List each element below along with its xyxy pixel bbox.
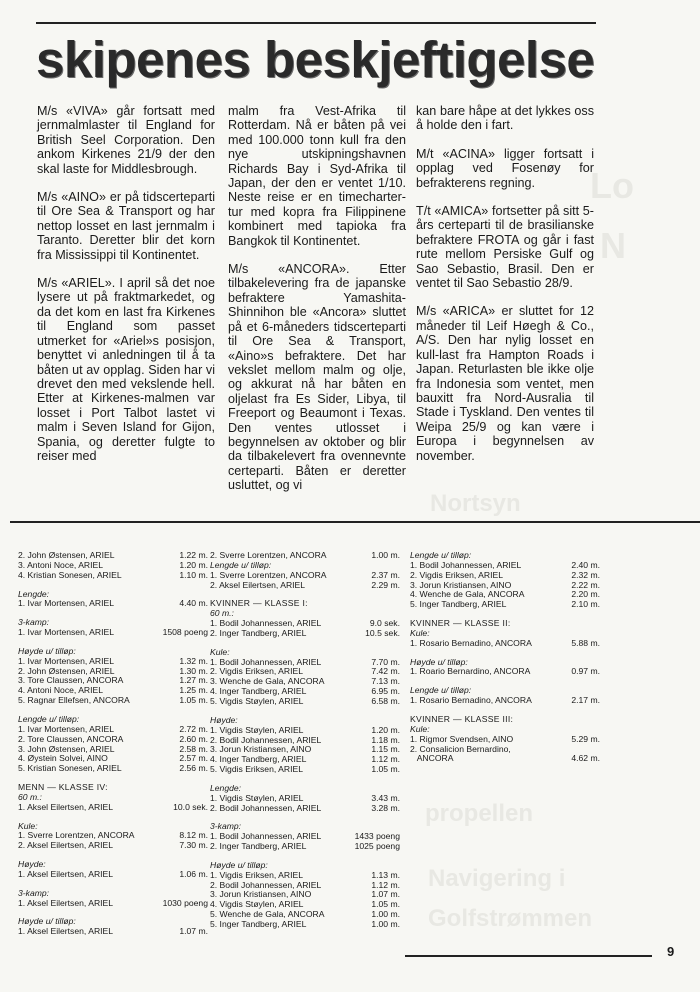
result-name: 3. Tore Claussen, ANCORA — [18, 675, 124, 686]
result-row — [18, 764, 208, 774]
event-heading: Høyde u/ tilløp: — [210, 859, 268, 870]
result-value: 6.58 m. — [371, 695, 400, 706]
page-headline: skipenes beskjeftigelse — [36, 31, 595, 88]
result-name: 2. John Østensen, ARIEL — [18, 550, 115, 560]
result-row — [18, 599, 208, 609]
result-value: 9.0 sek. — [369, 618, 400, 629]
event-heading: Høyde u/ tilløp: — [18, 916, 76, 927]
result-row — [410, 754, 600, 764]
result-value: 2.32 m. — [571, 569, 600, 580]
result-name: 2. Consalicion Bernardino, — [410, 743, 511, 754]
result-value: 1.20 m. — [371, 724, 400, 735]
top-rule — [36, 22, 596, 24]
result-name: 4. Vigdis Støylen, ARIEL — [210, 899, 304, 910]
result-value: 2.58 m. — [179, 743, 208, 754]
result-name: 4. Wenche de Gala, ANCORA — [410, 589, 525, 600]
result-name: 1. Vigdis Støylen, ARIEL — [210, 792, 304, 803]
result-value: 2.22 m. — [571, 579, 600, 590]
result-value: 10.0 sek. — [173, 801, 208, 812]
class-heading: MENN — KLASSE IV: — [18, 782, 108, 793]
result-name: 2. Vigdis Eriksen, ARIEL — [210, 666, 303, 677]
bleed-text-1: Lo — [590, 165, 634, 206]
result-name: 5. Ragnar Ellefsen, ANCORA — [18, 695, 130, 706]
result-row — [210, 842, 400, 852]
result-value: 1433 poeng — [354, 831, 400, 842]
result-value: 1.00 m. — [371, 550, 400, 560]
result-row — [210, 697, 400, 707]
result-name: 2. Inger Tandberg, ARIEL — [210, 841, 307, 852]
result-row — [210, 765, 400, 775]
result-name: 3. Wenche de Gala, ANCORA — [210, 676, 325, 687]
result-value: 1025 poeng — [354, 841, 400, 852]
result-name: 1. Ivar Mortensen, ARIEL — [18, 723, 115, 734]
result-name: 1. Ivar Mortensen, ARIEL — [18, 655, 115, 666]
result-value: 2.29 m. — [371, 579, 400, 590]
result-value: 1.12 m. — [371, 879, 400, 890]
result-row — [18, 870, 208, 880]
result-value: 2.17 m. — [571, 695, 600, 706]
result-name: 1. Ivar Mortensen, ARIEL — [18, 627, 115, 638]
result-name: 5. Inger Tandberg, ARIEL — [410, 599, 507, 610]
article-column-2 — [228, 104, 406, 507]
result-name: 2. Aksel Eilertsen, ARIEL — [18, 840, 114, 851]
result-name: 2. Inger Tandberg, ARIEL — [210, 627, 307, 638]
result-name: 2. Bodil Johannessen, ARIEL — [210, 802, 322, 813]
result-value: 5.88 m. — [571, 637, 600, 648]
article-paragraph: M/s «VIVA» går fortsatt med jernmalmlaster til England for British Seel Corporation. Den ankom Kirkenes 21/9 der den skal laste for Middlesbrough. — [37, 104, 215, 176]
result-name: 3. John Østensen, ARIEL — [18, 743, 115, 754]
result-value: 1.07 m. — [179, 926, 208, 937]
result-value: 1.10 m. — [179, 569, 208, 580]
result-value: 1.32 m. — [179, 655, 208, 666]
result-value: 2.57 m. — [179, 753, 208, 764]
result-name: 1. Ivar Mortensen, ARIEL — [18, 598, 115, 609]
result-row — [410, 600, 600, 610]
result-name: 4. Inger Tandberg, ARIEL — [210, 754, 307, 765]
results-spacer — [210, 639, 400, 648]
result-name: 3. Jorun Kristiansen, AINO — [410, 579, 512, 590]
result-name: 4. Kristian Sonesen, ARIEL — [18, 569, 122, 580]
result-row — [410, 696, 600, 706]
result-row — [18, 628, 208, 638]
article-column-3 — [416, 104, 594, 477]
result-value: 2.72 m. — [179, 723, 208, 734]
results-spacer — [18, 851, 208, 860]
result-value: 3.28 m. — [371, 802, 400, 813]
results-column-3 — [410, 551, 600, 764]
result-value: 7.42 m. — [371, 666, 400, 677]
event-heading: Lengde u/ tilløp: — [410, 550, 472, 560]
result-name: 2. Tore Claussen, ANCORA — [18, 733, 124, 744]
result-value: 10.5 sek. — [365, 627, 400, 638]
article-paragraph: malm fra Vest-Afrika til Rotterdam. Nå er båten på vei med 100.000 tonn kull fra den nye utskipningshavnen Richards Bay i Syd-Afrika til Japan, der den er ventet 1/10. Neste reise er en timecharter-tur med kopra fra Filippinene kombinert med tapioka fra Bangkok til Kontinentet. — [228, 104, 406, 248]
results-spacer — [210, 707, 400, 716]
article-paragraph: T/t «AMICA» fortsetter på sitt 5-års certeparti til de brasilianske befraktere FROTA og går i fast rute mellom Persiske Gulf og Sao Sebastio, Brasil. Den er ventet til Sao Sebastio 28/9. — [416, 204, 594, 291]
result-name: 4. Inger Tandberg, ARIEL — [210, 686, 307, 697]
result-name: 5. Vigdis Støylen, ARIEL — [210, 695, 304, 706]
result-name: 2. Bodil Johannessen, ARIEL — [210, 879, 322, 890]
result-name: 1. Aksel Eilertsen, ARIEL — [18, 868, 114, 879]
article-paragraph: M/s «ARIEL». I april så det noe lysere ut på fraktmarkedet, og da det kom en last fra Kirkenes til England som passet utmerket for «Ariel»s posisjon, benyttet vi anledningen til å ta båten ut av opplag. Siden har vi drevet den med vekslende hell. Etter at Kirkenes-malmen var losset i Port Talbot lastet vi malm i Seven Island for Gijon, Spania, og deretter fulgte to reiser med — [37, 276, 215, 463]
result-value: 4.40 m. — [179, 598, 208, 609]
result-value: 1508 poeng — [162, 627, 208, 638]
bleed-text-3: Nortsyn — [430, 490, 521, 517]
result-value: 4.62 m. — [571, 753, 600, 764]
result-name: 2. John Østensen, ARIEL — [18, 665, 115, 676]
result-name: 1. Aksel Eilertsen, ARIEL — [18, 926, 114, 937]
result-value: 1.05 m. — [371, 764, 400, 775]
result-value: 1.00 m. — [371, 909, 400, 920]
class-heading: KVINNER — KLASSE II: — [410, 618, 511, 629]
result-name: 2. Bodil Johannessen, ARIEL — [210, 734, 322, 745]
result-value: 1.05 m. — [179, 695, 208, 706]
result-name: 3. Antoni Noce, ARIEL — [18, 559, 104, 570]
results-column-1 — [18, 551, 208, 937]
result-value: 3.43 m. — [371, 792, 400, 803]
result-value: 1.22 m. — [179, 550, 208, 560]
result-name: 3. Jorun Kristiansen, AINO — [210, 889, 312, 900]
event-heading: 60 m.: — [210, 608, 234, 619]
result-value: 1.00 m. — [371, 919, 400, 929]
result-value: 1.25 m. — [179, 685, 208, 696]
result-value: 1.27 m. — [179, 675, 208, 686]
results-spacer — [18, 813, 208, 822]
result-value: 1.30 m. — [179, 665, 208, 676]
result-row — [18, 899, 208, 909]
result-value: 5.29 m. — [571, 733, 600, 744]
result-value: 0.97 m. — [571, 666, 600, 677]
event-heading: Kule: — [210, 646, 230, 657]
result-value: 2.56 m. — [179, 763, 208, 774]
result-value: 1.20 m. — [179, 559, 208, 570]
results-column-2 — [210, 551, 400, 930]
result-name: 1. Sverre Lorentzen, ANCORA — [210, 569, 327, 580]
result-name: 5. Vigdis Eriksen, ARIEL — [210, 764, 303, 775]
event-heading: Høyde u/ tilløp: — [410, 656, 468, 667]
result-row — [210, 629, 400, 639]
result-value: 6.95 m. — [371, 686, 400, 697]
result-value: 1.13 m. — [371, 869, 400, 880]
page-number: 9 — [667, 944, 675, 959]
event-heading: Kule: — [410, 627, 430, 638]
event-heading: Høyde: — [210, 714, 238, 725]
class-heading: KVINNER — KLASSE III: — [410, 713, 514, 724]
result-value: 1.07 m. — [371, 889, 400, 900]
bleed-text-2: N — [600, 225, 626, 266]
result-value: 1.05 m. — [371, 899, 400, 910]
article-paragraph: M/s «ANCORA». Etter tilbakelevering fra de japanske befraktere Yamashita-Shinnihon ble «Ancora» sluttet på et 6-måneders tidscerteparti til Ore Sea & Transport, «Aino»s befraktere. Det har vekslet mellom malm og olje, og akkurat nå har båten en oljelast fra Es Sider, Libya, til Freeport og Beaumont i Texas. Den ventes utlosset i begynnelsen av oktober og blir da tilbakelevert fra ovennevnte certeparti. Båten er deretter usluttet, og vi — [228, 262, 406, 493]
result-name: 2. Aksel Eilertsen, ARIEL — [210, 579, 306, 590]
result-row — [18, 927, 208, 937]
result-value: 1030 poeng — [162, 897, 208, 908]
article-column-1 — [37, 104, 215, 477]
result-value: 1.15 m. — [371, 744, 400, 755]
result-name: 1. Rigmor Svendsen, AINO — [410, 733, 514, 744]
result-row — [210, 804, 400, 814]
result-row — [18, 841, 208, 851]
event-heading: 3-kamp: — [210, 821, 242, 832]
article-paragraph: M/t «ACINA» ligger fortsatt i opplag ved Fosenøy for befrakterens regning. — [416, 146, 594, 190]
result-name: 1. Bodil Johannessen, ARIEL — [210, 831, 322, 842]
event-heading: Lengde u/ tilløp: — [410, 685, 472, 696]
result-name: 1. Vigdis Eriksen, ARIEL — [210, 869, 303, 880]
result-value: 1.06 m. — [179, 868, 208, 879]
result-value: 1.18 m. — [371, 734, 400, 745]
result-value: 2.40 m. — [571, 559, 600, 570]
result-value: 7.70 m. — [371, 656, 400, 667]
result-row — [18, 571, 208, 581]
event-heading: Lengde u/ tilløp: — [210, 559, 272, 570]
event-heading: Kule: — [18, 820, 38, 831]
event-heading: Lengde: — [18, 588, 50, 599]
result-row — [18, 696, 208, 706]
result-name: 5. Inger Tandberg, ARIEL — [210, 919, 307, 929]
article-paragraph: M/s «ARICA» er sluttet for 12 måneder til Leif Høegh & Co., A/S. Den har nylig losset en kull-last fra Hampton Roads i Japan. Returlasten ble ikke olje fra Indonesia som ventet, men bauxitt fra Nord-Ausralia til Stade i Tyskland. Den ventes til Weipa 25/9 og kan være i Europa i begynnelsen av november. — [416, 304, 594, 463]
result-name: 1. Bodil Johannessen, ARIEL — [210, 618, 322, 629]
bottom-rule — [405, 955, 652, 957]
result-value: 7.13 m. — [371, 676, 400, 687]
event-heading: 60 m.: — [18, 791, 42, 802]
result-name: ANCORA — [410, 753, 454, 764]
event-heading: Lengde u/ tilløp: — [18, 713, 80, 724]
bleed-text-4: propellen — [425, 800, 534, 827]
result-value: 2.37 m. — [371, 569, 400, 580]
result-name: 1. Bodil Johannessen, ARIEL — [210, 656, 322, 667]
result-name: 1. Vigdis Støylen, ARIEL — [210, 724, 304, 735]
result-name: 5. Kristian Sonesen, ARIEL — [18, 763, 122, 774]
bleed-text-6: Golfstrømmen — [428, 905, 593, 932]
result-name: 2. Vigdis Eriksen, ARIEL — [410, 569, 503, 580]
event-heading: Lengde: — [210, 782, 242, 793]
event-heading: Høyde: — [18, 859, 46, 870]
bleed-text-5: Navigering i — [428, 865, 566, 892]
result-name: 1. Aksel Eilertsen, ARIEL — [18, 801, 114, 812]
result-row — [410, 639, 600, 649]
event-heading: Høyde u/ tilløp: — [18, 645, 76, 656]
result-name: 1. Sverre Lorentzen, ANCORA — [18, 830, 135, 841]
result-value: 8.12 m. — [179, 830, 208, 841]
result-name: 1. Rosario Bernadino, ANCORA — [410, 637, 532, 648]
result-name: 4. Antoni Noce, ARIEL — [18, 685, 104, 696]
result-value: 1.12 m. — [371, 754, 400, 765]
result-value: 2.10 m. — [571, 599, 600, 610]
result-row — [210, 920, 400, 930]
event-heading: 3-kamp: — [18, 887, 50, 898]
result-name: 4. Øystein Solvei, AINO — [18, 753, 108, 764]
result-name: 1. Rosario Bernadino, ANCORA — [410, 695, 532, 706]
result-name: 1. Bodil Johannessen, ARIEL — [410, 559, 522, 570]
result-name: 5. Wenche de Gala, ANCORA — [210, 909, 325, 920]
result-row — [18, 803, 208, 813]
article-paragraph: M/s «AINO» er på tidscerteparti til Ore Sea & Transport og har nettop losset en last jernmalm i Taranto. Deretter blir det korn fra Mississippi til Kontinentet. — [37, 190, 215, 262]
result-row — [410, 667, 600, 677]
result-value: 7.30 m. — [179, 840, 208, 851]
result-name: 3. Jorun Kristiansen, AINO — [210, 744, 312, 755]
result-name: 1. Aksel Eilertsen, ARIEL — [18, 897, 114, 908]
article-paragraph: kan bare håpe at det lykkes oss å holde den i fart. — [416, 104, 594, 133]
result-name: 1. Roario Bernardino, ANCORA — [410, 666, 531, 677]
result-value: 2.20 m. — [571, 589, 600, 600]
results-divider — [10, 521, 700, 523]
result-row — [210, 581, 400, 591]
event-heading: 3-kamp: — [18, 617, 50, 628]
result-value: 2.60 m. — [179, 733, 208, 744]
class-heading: KVINNER — KLASSE I: — [210, 598, 308, 609]
event-heading: Kule: — [410, 723, 430, 734]
result-name: 2. Sverre Lorentzen, ANCORA — [210, 550, 327, 560]
